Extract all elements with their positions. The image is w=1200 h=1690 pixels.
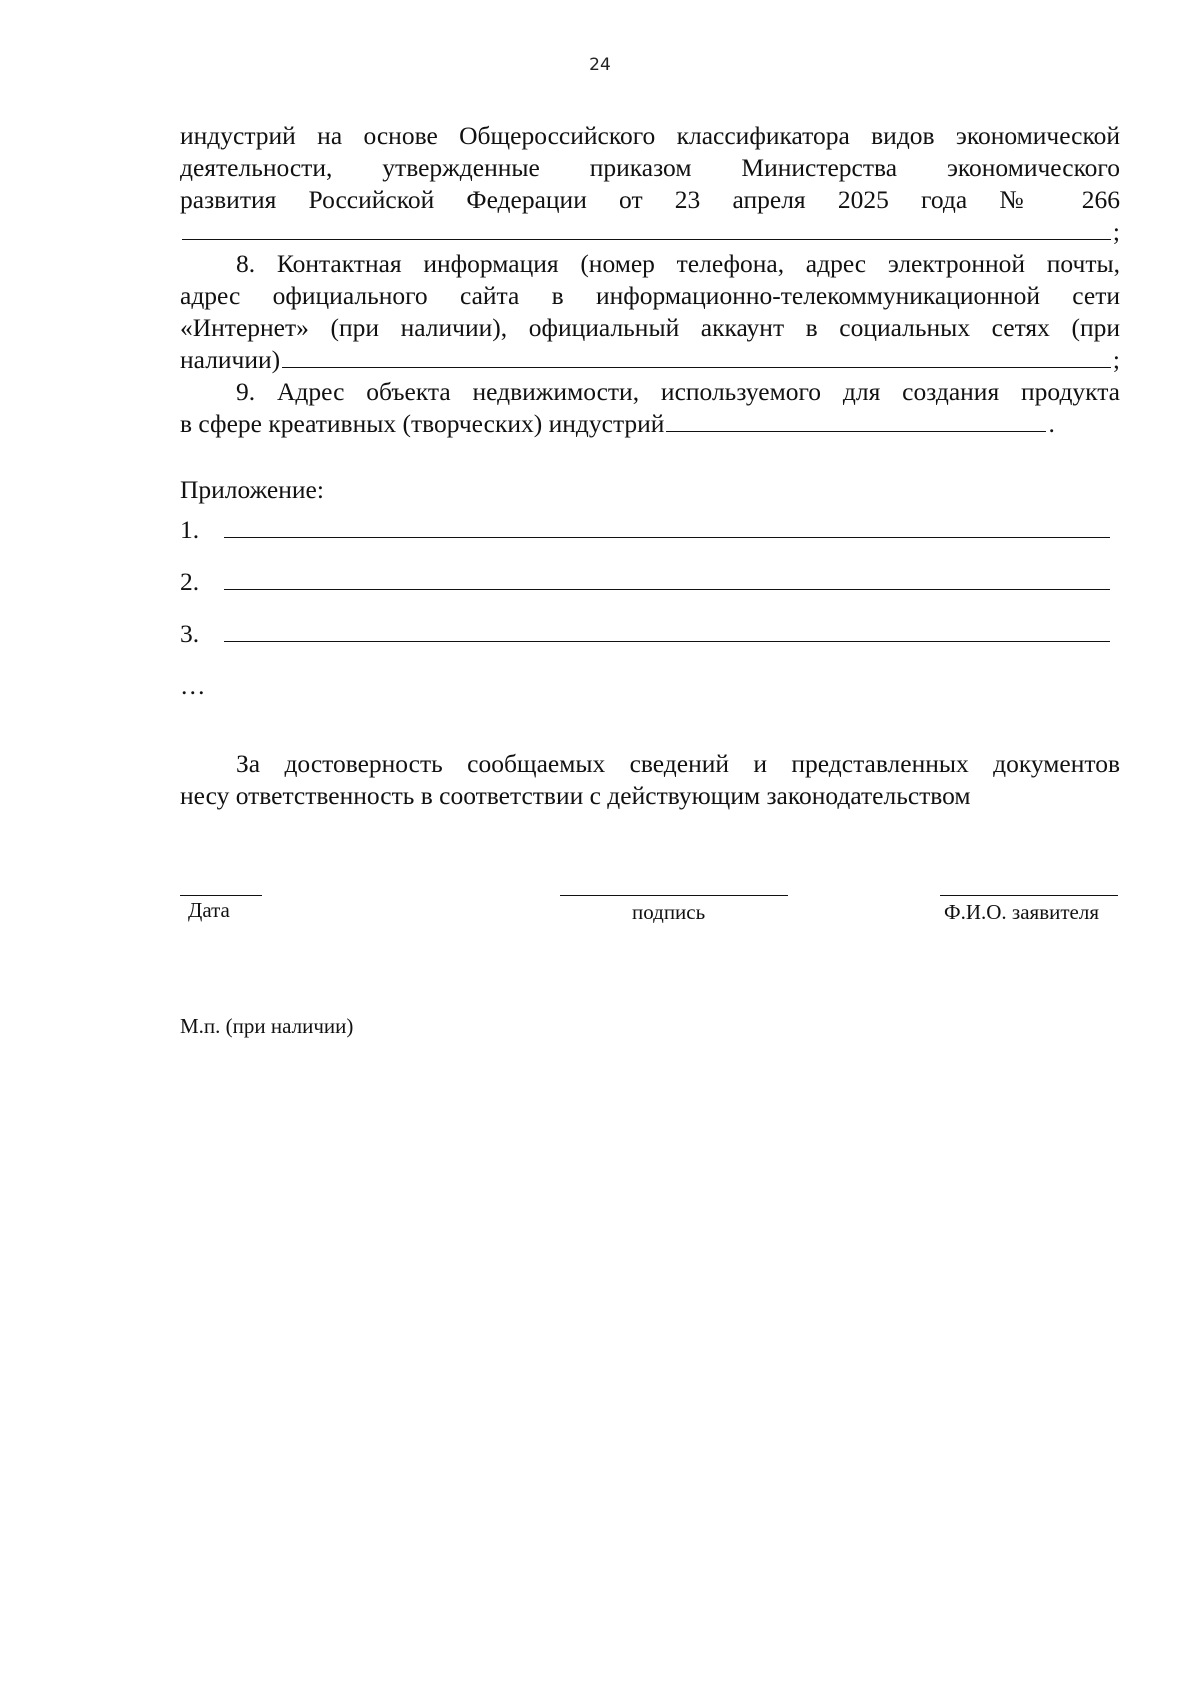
stamp-note: М.п. (при наличии) xyxy=(180,1014,354,1038)
industry-code-field[interactable] xyxy=(182,217,1111,240)
paragraph-8-line-4 xyxy=(180,344,1120,376)
attachment-item xyxy=(180,618,1120,670)
attachments-heading: Приложение: xyxy=(180,475,324,504)
paragraph-7-line-2: деятельности, утвержденные приказом Министерства экономического xyxy=(180,153,1120,182)
attachment-field-1[interactable] xyxy=(224,515,1110,538)
paragraph-7-continuation xyxy=(180,120,1120,248)
attachment-item xyxy=(180,514,1120,566)
paragraph-8 xyxy=(180,248,1120,376)
paragraph-8-line-1: 8. Контактная информация (номер телефона, адрес электронной почты, xyxy=(236,249,1120,278)
paragraph-8-line-3: «Интернет» (при наличии), официальный аккаунт в социальных сетях (при xyxy=(180,313,1120,342)
paragraph-8-end-punct: ; xyxy=(1112,345,1120,374)
page-number: 24 xyxy=(589,55,611,75)
date-label: Дата xyxy=(188,898,230,922)
attachment-item xyxy=(180,566,1120,618)
name-line[interactable] xyxy=(940,895,1118,896)
declaration xyxy=(180,748,1120,812)
paragraph-7-end-punct: ; xyxy=(1112,217,1120,246)
attachment-number: 3. xyxy=(180,619,200,648)
paragraph-9 xyxy=(180,376,1120,440)
attachment-number: 2. xyxy=(180,567,200,596)
paragraph-9-line-1: 9. Адрес объекта недвижимости, используемого для создания продукта xyxy=(236,377,1120,406)
paragraph-7-line-1: индустрий на основе Общероссийского классификатора видов экономической xyxy=(180,121,1120,150)
paragraph-9-line-2-text: в сфере креативных (творческих) индустрий xyxy=(180,409,665,438)
paragraph-9-line-2 xyxy=(180,408,1120,440)
declaration-line-2: несу ответственность в соответствии с действующим законодательством xyxy=(180,781,971,810)
paragraph-8-line-2: адрес официального сайта в информационно-телекоммуникационной сети xyxy=(180,281,1120,310)
paragraph-7-line-3: развития Российской Федерации от 23 апреля 2025 года № 266 xyxy=(180,185,1120,214)
paragraph-7-line-4 xyxy=(180,216,1120,248)
attachments-ellipsis: … xyxy=(180,671,206,700)
property-address-field[interactable] xyxy=(666,409,1046,432)
declaration-line-1: За достоверность сообщаемых сведений и представленных документов xyxy=(236,749,1120,778)
signature-label: подпись xyxy=(632,900,706,924)
date-line[interactable] xyxy=(180,895,262,896)
paragraph-9-end-punct: . xyxy=(1048,409,1055,438)
applicant-name-label: Ф.И.О. заявителя xyxy=(944,900,1099,924)
attachment-field-2[interactable] xyxy=(224,567,1110,590)
attachment-number: 1. xyxy=(180,515,200,544)
attachment-field-3[interactable] xyxy=(224,619,1110,642)
attachments-section xyxy=(180,474,1120,702)
paragraph-8-line-4-text: наличии) xyxy=(180,345,281,374)
signature-line[interactable] xyxy=(560,895,788,896)
contact-info-field[interactable] xyxy=(282,345,1111,368)
